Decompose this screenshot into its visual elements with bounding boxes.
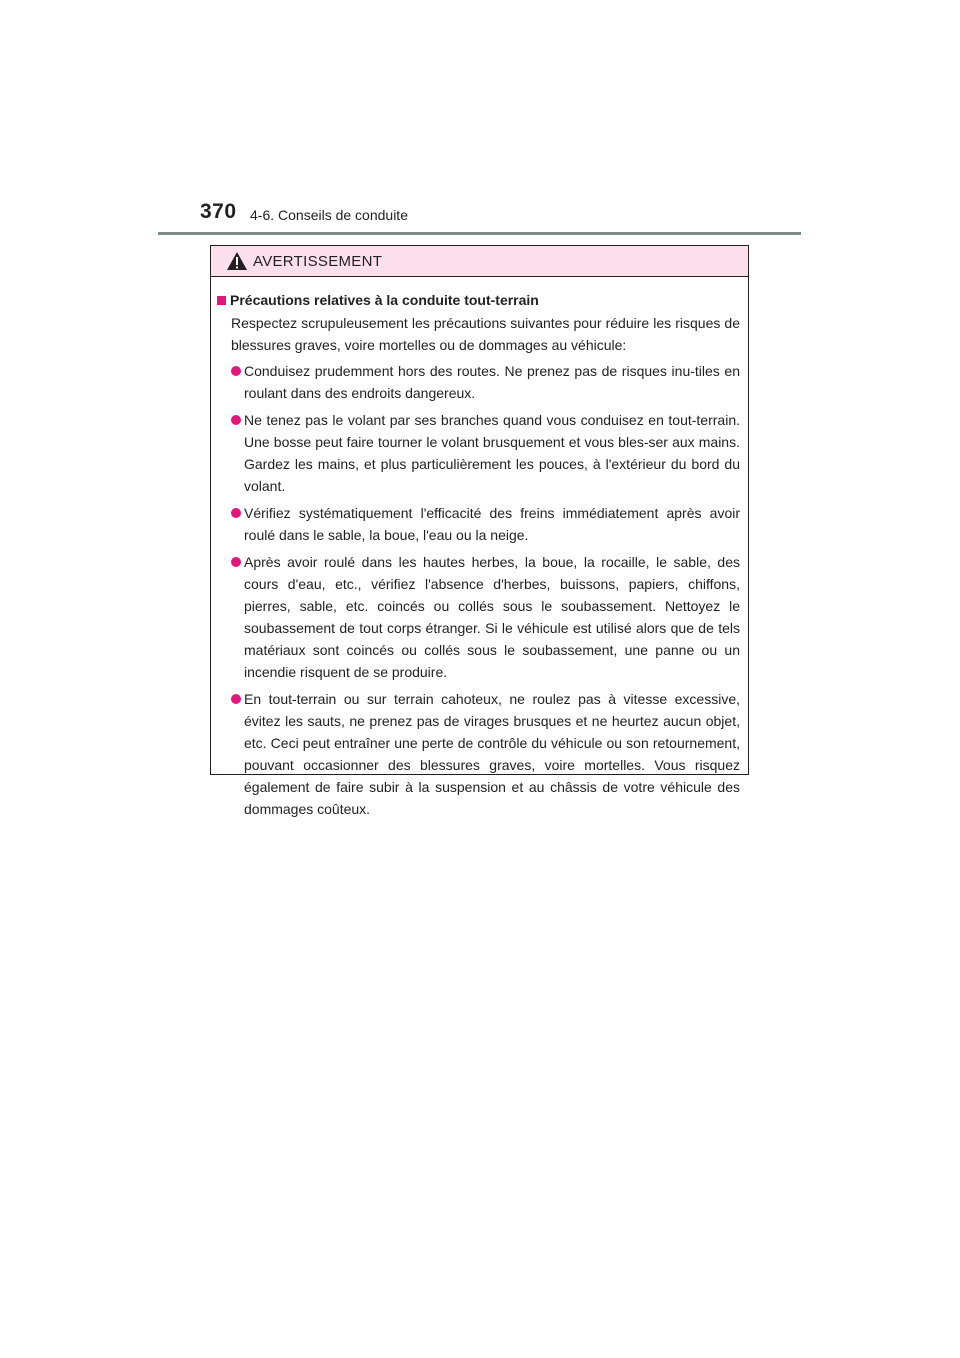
circle-bullet-icon <box>231 557 241 567</box>
circle-bullet-icon <box>231 694 241 704</box>
warning-heading-text: Précautions relatives à la conduite tout-terrain <box>230 292 539 308</box>
page-number: 370 <box>200 200 237 223</box>
warning-body <box>211 277 748 820</box>
list-item <box>217 688 740 820</box>
list-item <box>217 502 740 546</box>
warning-list <box>217 360 740 820</box>
warning-heading <box>217 289 740 311</box>
square-bullet-icon <box>217 296 226 305</box>
list-item-text: En tout-terrain ou sur terrain cahoteux, ne roulez pas à vitesse excessive, évitez les sauts, ne prenez pas de virages brusques et ne heurtez aucun objet, etc. Ceci peut entraîner une perte de contrôle du véhicule ou son retournement, pouvant occasionner des blessures graves, voire mortelles. Vous risquez également de faire subir à la suspension et au châssis de votre véhicule des dommages coûteux. <box>244 691 740 817</box>
list-item-text: Vérifiez systématiquement l'efficacité des freins immédiatement après avoir roulé dans le sable, la boue, l'eau ou la neige. <box>244 505 740 543</box>
list-item-text: Conduisez prudemment hors des routes. Ne prenez pas de risques inu-tiles en roulant dans des endroits dangereux. <box>244 363 740 401</box>
list-item <box>217 409 740 497</box>
warning-box <box>210 245 749 817</box>
warning-triangle-icon <box>226 251 248 271</box>
header-rule <box>158 232 801 235</box>
list-item-text: Ne tenez pas le volant par ses branches quand vous conduisez en tout-terrain. Une bosse peut faire tourner le volant brusquement et vous bles-ser aux mains. Gardez les mains, et plus particulièrement les pouces, à l'extérieur du bord du volant. <box>244 412 740 494</box>
section-title: 4-6. Conseils de conduite <box>250 207 408 223</box>
list-item <box>217 360 740 404</box>
list-item-text: Après avoir roulé dans les hautes herbes, la boue, la rocaille, le sable, des cours d'eau, etc., vérifiez l'absence d'herbes, buissons, papiers, chiffons, pierres, sable, etc. coincés ou collés sous le soubassement. Nettoyez le soubassement de tout corps étranger. Si le véhicule est utilisé alors que de tels matériaux sont coincés ou collés sous le soubassement, une panne ou un incendie risquent de se produire. <box>244 554 740 680</box>
circle-bullet-icon <box>231 366 241 376</box>
warning-intro: Respectez scrupuleusement les précautions suivantes pour réduire les risques de blessures graves, voire mortelles ou de dommages au véhicule: <box>231 315 740 353</box>
list-item <box>217 551 740 683</box>
circle-bullet-icon <box>231 415 241 425</box>
warning-title: AVERTISSEMENT <box>253 252 383 270</box>
circle-bullet-icon <box>231 508 241 518</box>
warning-header <box>211 246 748 277</box>
